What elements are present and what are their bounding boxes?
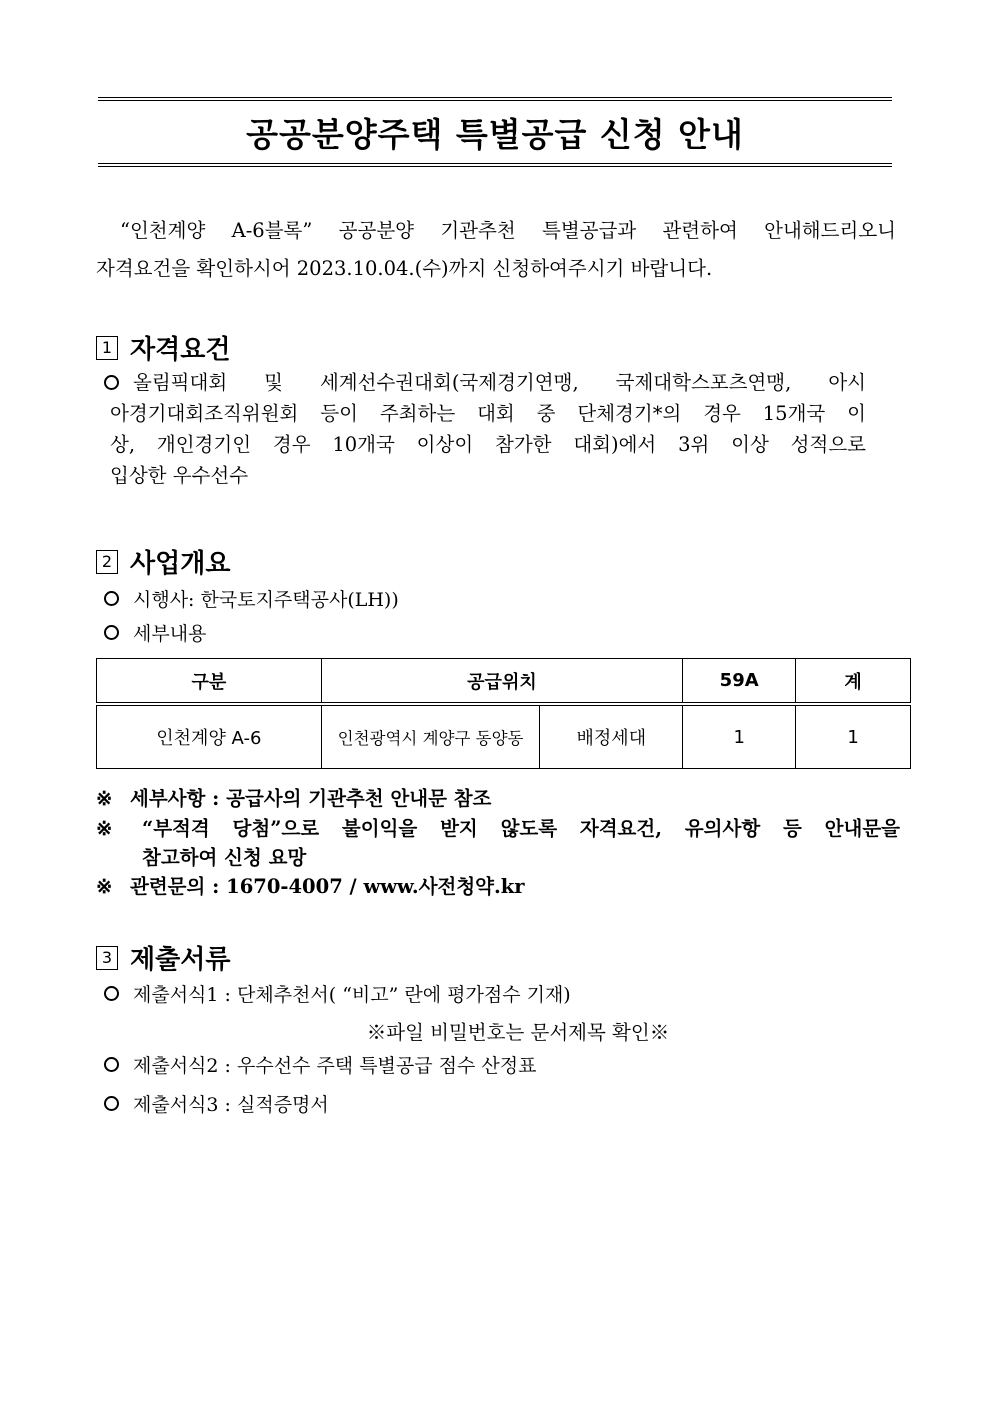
bullet-circle-icon [104, 375, 119, 390]
cell-allocation: 배정세대 [540, 704, 683, 769]
section-1-title: 자격요건 [130, 335, 231, 365]
eligibility-line-2: 아경기대회조직위원회 등이 주최하는 대회 중 단체경기*의 경우 15개국 이 [110, 402, 866, 425]
intro-line-1: “인천계양 A-6블록” 공공분양 기관추천 특별공급과 관련하여 안내해드리오니 [120, 219, 896, 242]
eligibility-line-1: 올림픽대회 및 세계선수권대회(국제경기연맹, 국제대학스포츠연맹, 아시 [104, 367, 866, 398]
cell-category: 인천계양 A-6 [97, 704, 322, 769]
supply-table [96, 658, 911, 769]
bullet-circle-icon [104, 986, 119, 1001]
form-2-item: 제출서식2 : 우수선수 주택 특별공급 점수 산정표 [104, 1051, 536, 1078]
section-3-number: 3 [96, 946, 118, 970]
title-box [98, 97, 892, 167]
cell-59a: 1 [683, 704, 796, 769]
password-note: ※파일 비밀번호는 문서제목 확인※ [366, 1021, 670, 1044]
section-2-title: 사업개요 [130, 549, 231, 579]
table-header-row [97, 659, 911, 705]
note-mark: ※ [96, 817, 113, 840]
eligibility-text [104, 367, 866, 491]
details-item: 세부내용 [104, 619, 206, 646]
bullet-circle-icon [104, 1096, 119, 1111]
note-details: ※ 세부사항 : 공급사의 기관추천 안내문 참조 [96, 784, 491, 813]
bullet-circle-icon [104, 591, 119, 606]
section-1-heading [96, 329, 230, 366]
section-3-heading [96, 939, 230, 976]
form-1-item: 제출서식1 : 단체추천서( “비고” 란에 평가점수 기재) [104, 980, 571, 1007]
header-location: 공급위치 [321, 659, 683, 705]
cell-address: 인천광역시 계양구 동양동 [321, 704, 540, 769]
intro-line-2: 자격요건을 확인하시어 2023.10.04.(수)까지 신청하여주시기 바랍니다. [96, 257, 713, 280]
bullet-circle-icon [104, 625, 119, 640]
header-category: 구분 [97, 659, 322, 705]
note-mark: ※ [96, 787, 113, 810]
developer-item: 시행사: 한국토지주택공사(LH)) [104, 585, 399, 612]
document-title: 공공분양주택 특별공급 신청 안내 [246, 114, 744, 154]
note-mark: ※ [96, 875, 113, 898]
form-3-item: 제출서식3 : 실적증명서 [104, 1090, 329, 1117]
header-59a: 59A [683, 659, 796, 705]
section-3-title: 제출서류 [130, 945, 231, 975]
note-warning: ※ “부적격 당첨”으로 불이익을 받지 않도록 자격요건, 유의사항 등 안내문을 참고하여 신청 요망 [96, 814, 900, 872]
cell-total: 1 [796, 704, 911, 769]
header-total: 계 [796, 659, 911, 705]
eligibility-line-4: 입상한 우수선수 [110, 464, 249, 487]
table-row [97, 704, 911, 769]
section-2-heading [96, 543, 230, 580]
note-contact: ※ 관련문의 : 1670-4007 / www.사전청약.kr [96, 872, 525, 901]
section-1-number: 1 [96, 336, 118, 360]
eligibility-line-3: 상, 개인경기인 경우 10개국 이상이 참가한 대회)에서 3위 이상 성적으로 [110, 433, 866, 456]
intro-paragraph [96, 212, 896, 288]
section-2-number: 2 [96, 550, 118, 574]
bullet-circle-icon [104, 1057, 119, 1072]
